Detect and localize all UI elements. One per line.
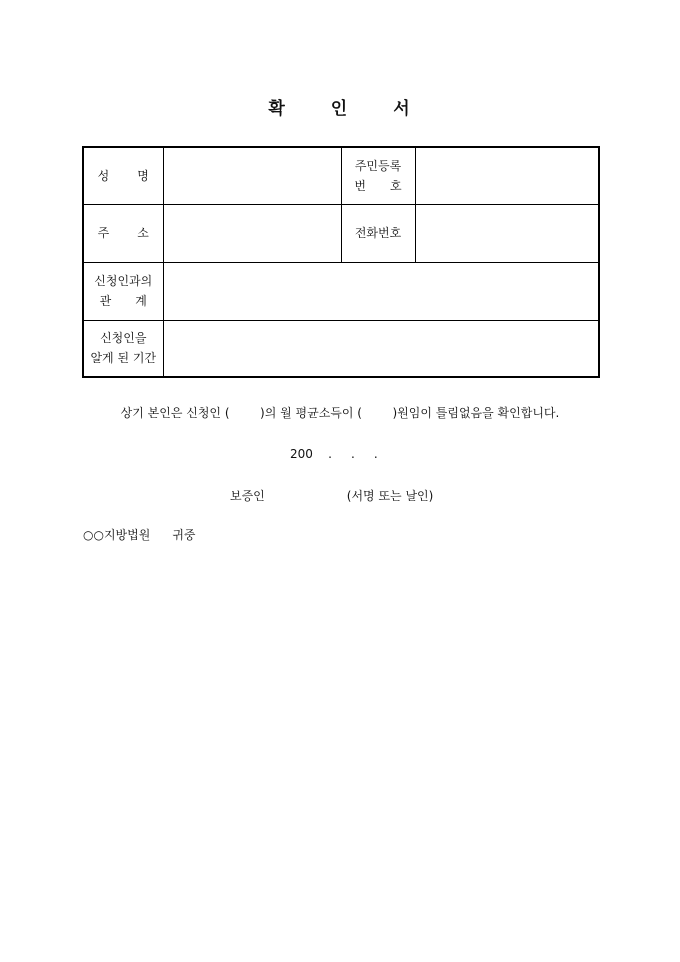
- recipient-line: [83, 526, 196, 543]
- name-field[interactable]: [163, 147, 341, 204]
- address-field[interactable]: [163, 204, 341, 262]
- acquaintance-period-field[interactable]: [163, 320, 599, 377]
- guarantor-label: 보증인: [230, 489, 265, 503]
- confirmation-statement: 상기 본인은 신청인 ( )의 월 평균소득이 ( )원임이 틀림없음을 확인합니다.: [120, 406, 560, 420]
- resident-number-field[interactable]: [415, 147, 599, 204]
- relationship-label: 신청인과의 관 계: [83, 262, 163, 320]
- honorific: 귀중: [172, 528, 196, 542]
- title-char-2: 인: [330, 99, 350, 119]
- court-name: ○○지방법원: [83, 528, 151, 542]
- guarantor-line: [230, 487, 433, 504]
- title-char-3: 서: [393, 99, 412, 119]
- document-title: [0, 94, 680, 119]
- phone-label: 전화번호: [341, 204, 415, 262]
- resident-number-label: 주민등록 번 호: [341, 147, 415, 204]
- confirmation-form-table: [82, 146, 600, 378]
- phone-field[interactable]: [415, 204, 599, 262]
- date-line[interactable]: 200 . . .: [290, 447, 378, 461]
- title-char-1: 확: [268, 99, 287, 119]
- name-label: 성 명: [83, 147, 163, 204]
- relationship-field[interactable]: [163, 262, 599, 320]
- acquaintance-period-label: 신청인을 알게 된 기간: [83, 320, 163, 377]
- address-label: 주 소: [83, 204, 163, 262]
- signature-note: (서명 또는 날인): [346, 489, 434, 503]
